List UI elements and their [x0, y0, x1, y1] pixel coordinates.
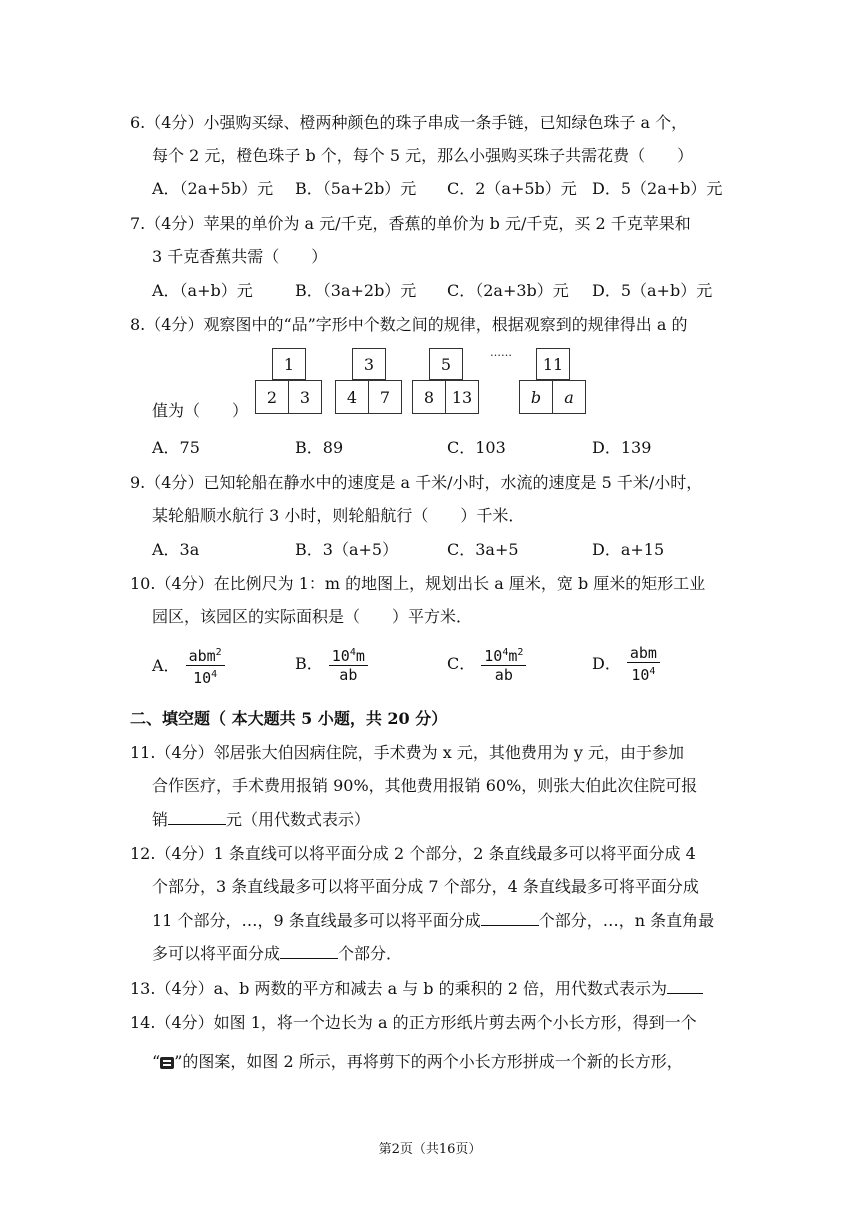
- q9-option-a: A．3a: [152, 540, 200, 559]
- q8-line2: 值为（ ）: [152, 401, 249, 420]
- q6-option-a: A．（2a+5b）元: [152, 179, 274, 198]
- q10-option-b: [295, 644, 368, 684]
- figure1-top-cell: 1: [272, 348, 306, 380]
- fraction-b: $\frac{10^4m}{ab}$: [329, 644, 368, 684]
- q6-line1: 6.（4分）小强购买绿、橙两种颜色的珠子串成一条手链，已知绿色珠子 a 个，: [130, 113, 688, 132]
- fraction-c: $\frac{10^4m^2}{ab}$: [481, 644, 526, 684]
- q9-line2: 某轮船顺水航行 3 小时，则轮船航行（ ）千米．: [152, 506, 525, 525]
- q9-option-c: C．3a+5: [447, 540, 519, 559]
- q6-option-b: B．（5a+2b）元: [295, 179, 417, 198]
- q9-option-d: D．a+15: [592, 540, 665, 559]
- q6-option-c: C．2（a+5b）元: [447, 179, 577, 198]
- q6-option-d: D．5（2a+b）元: [592, 179, 723, 198]
- q7-line2: 3 千克香蕉共需（ ）: [152, 247, 328, 266]
- q10-option-c: [447, 644, 526, 684]
- q9-option-b: B．3（a+5）: [295, 540, 399, 559]
- q13-line1: 13.（4分）a、b 两数的平方和减去 a 与 b 的乘积的 2 倍，用代数式表示为: [130, 977, 703, 1000]
- figure3-top-cell: 5: [429, 348, 463, 380]
- q11-line2: 合作医疗，手术费用报销 90%，其他费用报销 60%，则张大伯此次住院可报: [152, 776, 698, 795]
- q10-option-d-label: D．: [592, 654, 621, 673]
- q12-line3: 11 个部分，…，9 条直线最多可以将平面分成 个部分，…，n 条直角最: [152, 911, 715, 930]
- q6-line2: 每个 2 元，橙色珠子 b 个，每个 5 元，那么小强购买珠子共需花费（ ）: [152, 146, 694, 165]
- q8-option-a: A．75: [152, 438, 200, 457]
- q8-line1: 8.（4分）观察图中的“品”字形中个数之间的规律，根据观察到的规律得出 a 的: [130, 315, 688, 334]
- figure-ellipsis: ……: [490, 346, 512, 359]
- q12-line4: 多可以将平面分成 个部分．: [152, 944, 403, 963]
- answer-blank: [168, 808, 226, 825]
- q10-option-b-label: B．: [295, 654, 323, 673]
- q10-line1: 10.（4分）在比例尺为 1：m 的地图上，规划出长 a 厘米，宽 b 厘米的矩形工业: [130, 574, 706, 593]
- figure2-top-cell: 3: [352, 348, 386, 380]
- q7-line1: 7.（4分）苹果的单价为 a 元/千克，香蕉的单价为 b 元/千克，买 2 千克苹果和: [130, 214, 691, 233]
- figure4-left-cell: b: [519, 380, 553, 414]
- answer-blank: [667, 977, 703, 994]
- q14-line2: “ ”的图案，如图 2 所示，再将剪下的两个小长方形拼成一个新的长方形，: [152, 1052, 683, 1071]
- q10-option-d: [592, 644, 660, 684]
- figure3-left-cell: 8: [412, 380, 446, 414]
- q7-option-b: B．（3a+2b）元: [295, 281, 417, 300]
- q14-line1: 14.（4分）如图 1，将一个边长为 a 的正方形纸片剪去两个小长方形，得到一个: [130, 1013, 697, 1032]
- figure1-left-cell: 2: [255, 380, 289, 414]
- answer-blank: [280, 942, 338, 959]
- s-shape-icon: [160, 1057, 174, 1069]
- q11-line3: 销 元（用代数式表示）: [152, 810, 371, 829]
- q7-option-c: C．（2a+3b）元: [447, 281, 569, 300]
- q10-option-c-label: C．: [447, 654, 476, 673]
- figure2-right-cell: 7: [368, 380, 402, 414]
- figure4-top-cell: 11: [536, 348, 570, 380]
- q7-option-d: D．5（a+b）元: [592, 281, 713, 300]
- figure3-right-cell: 13: [445, 380, 479, 414]
- q11-line1: 11.（4分）邻居张大伯因病住院，手术费为 x 元，其他费用为 y 元，由于参加: [130, 743, 685, 762]
- figure2-left-cell: 4: [335, 380, 369, 414]
- q8-option-b: B．89: [295, 438, 344, 457]
- q7-option-a: A．（a+b）元: [152, 281, 253, 300]
- section-heading: 二、填空题（ 本大题共 5 小题，共 20 分）: [130, 709, 448, 728]
- q10-line2: 园区，该园区的实际面积是（ ）平方米．: [152, 607, 473, 626]
- q9-line1: 9.（4分）已知轮船在静水中的速度是 a 千米/小时，水流的速度是 5 千米/小时，: [130, 473, 703, 492]
- fraction-a: $\frac{abm^2}{10^4}$: [186, 644, 225, 687]
- q8-option-d: D．139: [592, 438, 652, 457]
- fraction-d: $\frac{\text{abm}}{10^4}$: [627, 644, 660, 684]
- page-footer: 第2页（共16页）: [378, 1142, 482, 1157]
- q10-option-a: [152, 644, 225, 687]
- figure1-right-cell: 3: [288, 380, 322, 414]
- answer-blank: [481, 909, 539, 926]
- q8-option-c: C．103: [447, 438, 506, 457]
- q12-line2: 个部分，3 条直线最多可以将平面分成 7 个部分，4 条直线最多可将平面分成: [152, 877, 699, 896]
- q10-option-a-label: A．: [152, 655, 180, 675]
- q12-line1: 12.（4分）1 条直线可以将平面分成 2 个部分，2 条直线最多可以将平面分成 4: [130, 844, 696, 863]
- figure4-right-cell: a: [552, 380, 586, 414]
